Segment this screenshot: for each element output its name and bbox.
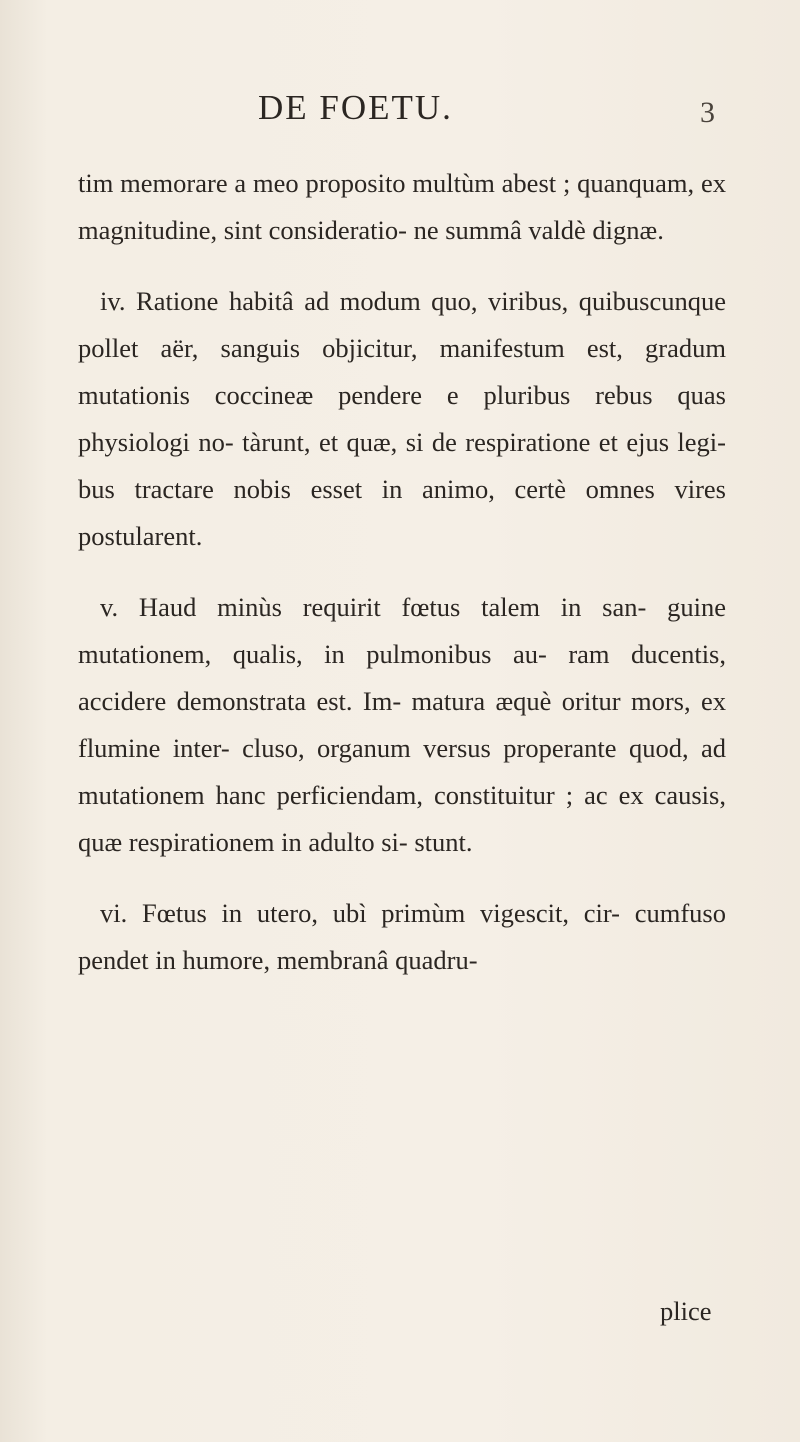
page-header: [0, 88, 800, 138]
paragraph-vi: vi. Fœtus in utero, ubì primùm vigescit, cir- cumfuso pendet in humore, membranâ quadru-: [78, 898, 726, 975]
catchword: plice: [660, 1296, 712, 1326]
body-text: [78, 160, 726, 984]
paragraph-continuation: tim memorare a meo proposito multùm abest ; quanquam, ex magnitudine, sint consideratio- ne summâ valdè dignæ.: [78, 168, 726, 245]
paragraph-iv: iv. Ratione habitâ ad modum quo, viribus, quibuscunque pollet aër, sanguis objicitur, manifestum est, gradum mutationis coccineæ pendere e pluribus rebus quas physiologi no- tàrunt, et quæ, si de respiratione et ejus legi- bus tractare nobis esset in animo, certè omnes vires postularent.: [78, 286, 726, 551]
paragraph-v: v. Haud minùs requirit fœtus talem in san- guine mutationem, qualis, in pulmonibus au- ram ducentis, accidere demonstrata est. Im- matura æquè oritur mors, ex flumine inter- cluso, organum versus properante quod, ad mutationem hanc perficiendam, constituitur ; ac ex causis, quæ respirationem in adulto si- stunt.: [78, 592, 726, 857]
page-number: 3: [700, 96, 715, 129]
running-title: DE FOETU.: [258, 88, 453, 127]
